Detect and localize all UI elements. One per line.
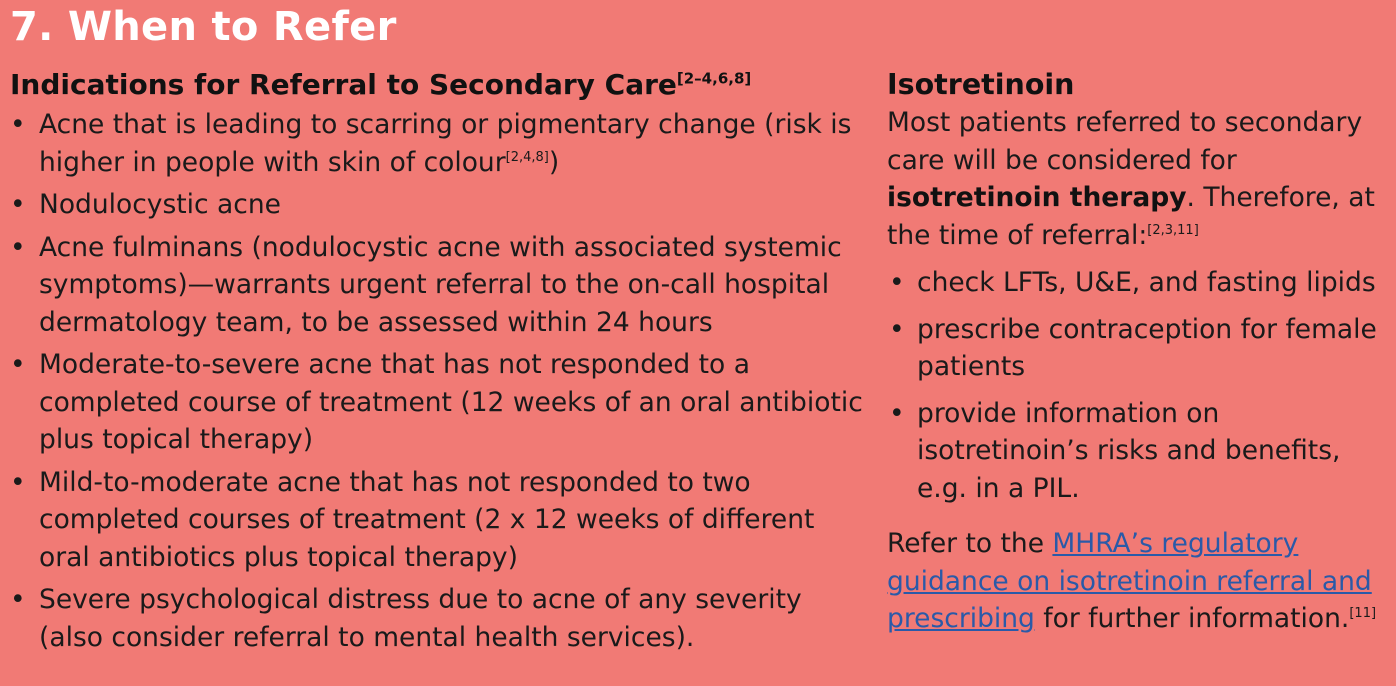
page-title: 7. When to Refer — [10, 4, 397, 50]
referral-heading-text: Indications for Referral to Secondary Care — [10, 68, 677, 101]
isotretinoin-therapy-emphasis: isotretinoin therapy — [887, 182, 1187, 213]
referral-list — [10, 106, 870, 656]
referral-indications-section — [10, 66, 870, 661]
citation: [11] — [1349, 606, 1377, 622]
list-item: • Mild-to-moderate acne that has not responded to two completed courses of treatment (2 x 12 weeks of different oral antibiotics plus topical therapy) — [10, 464, 870, 577]
list-item: • check LFTs, U&E, and fasting lipids — [887, 264, 1392, 302]
list-item: • prescribe contraception for female patients — [887, 311, 1392, 386]
list-item: • Severe psychological distress due to acne of any severity (also consider referral to mental health services). — [10, 581, 870, 656]
isotretinoin-section — [887, 66, 1392, 638]
mhra-guidance-link[interactable]: MHRA’s regulatory guidance on isotretinoin referral and prescribing — [887, 528, 1372, 634]
mhra-reference: Refer to the MHRA’s regulatory guidance on isotretinoin referral and prescribing for further information.[11] — [887, 528, 1377, 634]
list-item: • Moderate-to-severe acne that has not responded to a completed course of treatment (12 weeks of an oral antibiotic plus topical therapy) — [10, 346, 870, 459]
isotretinoin-heading: Isotretinoin — [887, 68, 1075, 101]
citation: [2,4,8] — [505, 149, 549, 165]
isotretinoin-intro: Most patients referred to secondary care will be considered for isotretinoin therapy. Therefore, at the time of referral:[2,3,11] — [887, 107, 1375, 251]
referral-heading-ref: [2–4,6,8] — [676, 69, 752, 88]
referral-checklist — [887, 264, 1392, 507]
list-item: • Acne fulminans (nodulocystic acne with associated systemic symptoms)—warrants urgent referral to the on-call hospital dermatology team, to be assessed within 24 hours — [10, 229, 870, 342]
list-item: • provide information on isotretinoin’s risks and benefits, e.g. in a PIL. — [887, 395, 1392, 508]
referral-heading — [10, 66, 870, 104]
citation: [2,3,11] — [1147, 222, 1199, 238]
list-item: • Acne that is leading to scarring or pigmentary change (risk is higher in people with skin of colour[2,4,8]) — [10, 106, 870, 181]
list-item: • Nodulocystic acne — [10, 186, 870, 224]
